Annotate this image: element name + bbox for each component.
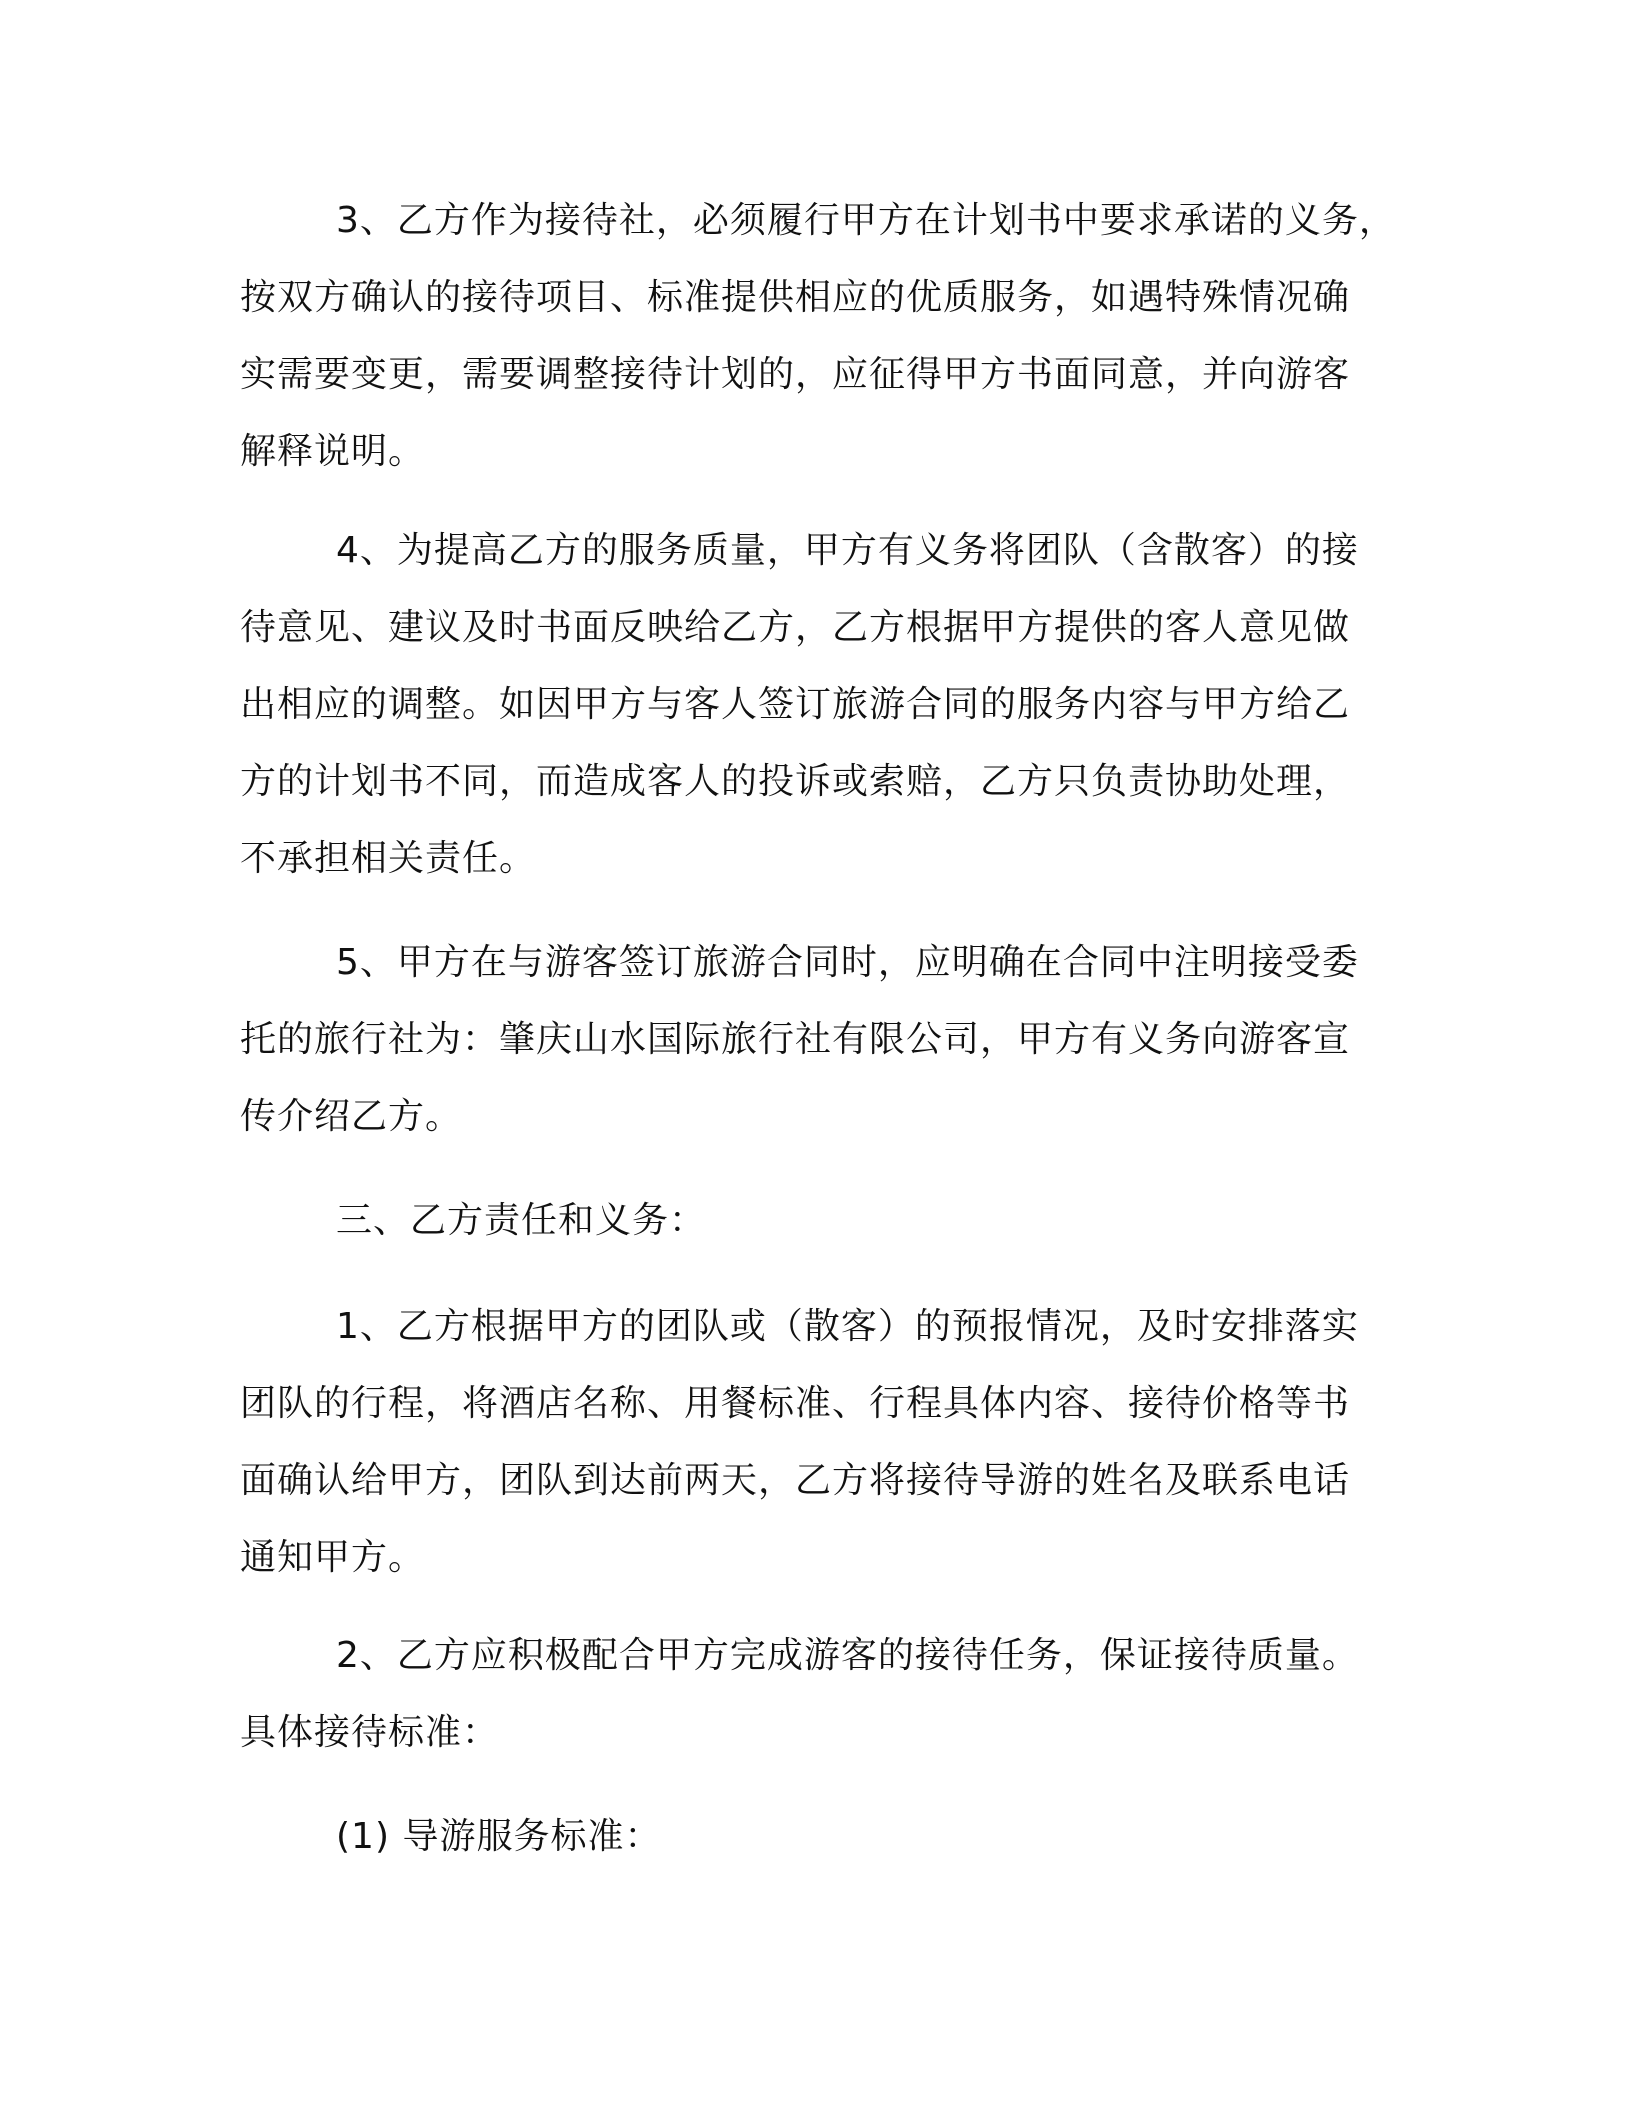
subheading [240, 1798, 1380, 1875]
paragraph-3-line-3: 传介绍乙方。 [240, 1096, 463, 1137]
paragraph-2-line-3: 出相应的调整。如因甲方与客人签订旅游合同的服务内容与甲方给乙 [240, 684, 1351, 725]
paragraph-2-line-2: 待意见、建议及时书面反映给乙方，乙方根据甲方提供的客人意见做 [240, 607, 1351, 648]
paragraph-5-line-3: 面确认给甲方，团队到达前两天，乙方将接待导游的姓名及联系电话 [240, 1460, 1351, 1501]
subheading-text: (1) 导游服务标准： [336, 1816, 662, 1857]
paragraph-1-line-4: 解释说明。 [240, 431, 426, 472]
paragraph-5 [240, 1288, 1380, 1596]
paragraph-1-line-1: 3、乙方作为接待社，必须履行甲方在计划书中要求承诺的义务， [336, 200, 1396, 241]
paragraph-6-line-2: 具体接待标准： [240, 1712, 500, 1753]
paragraph-5-line-4: 通知甲方。 [240, 1537, 426, 1578]
paragraph-3-line-2: 托的旅行社为：肇庆山水国际旅行社有限公司，甲方有义务向游客宣 [240, 1019, 1351, 1060]
paragraph-2-line-1: 4、为提高乙方的服务质量，甲方有义务将团队（含散客）的接 [336, 530, 1359, 571]
paragraph-1-line-2: 按双方确认的接待项目、标准提供相应的优质服务，如遇特殊情况确 [240, 277, 1351, 318]
paragraph-5-line-1: 1、乙方根据甲方的团队或（散客）的预报情况，及时安排落实 [336, 1306, 1359, 1347]
paragraph-2-line-5: 不承担相关责任。 [240, 838, 537, 879]
paragraph-3 [240, 924, 1380, 1155]
paragraph-1-line-3: 实需要变更，需要调整接待计划的，应征得甲方书面同意，并向游客 [240, 354, 1351, 395]
section-heading [240, 1182, 1380, 1259]
paragraph-2-line-4: 方的计划书不同，而造成客人的投诉或索赔，乙方只负责协助处理， [240, 761, 1351, 802]
paragraph-2 [240, 512, 1380, 897]
paragraph-3-line-1: 5、甲方在与游客签订旅游合同时，应明确在合同中注明接受委 [336, 942, 1359, 983]
paragraph-1 [240, 182, 1396, 490]
section-heading-text: 三、乙方责任和义务： [336, 1200, 707, 1241]
paragraph-5-line-2: 团队的行程，将酒店名称、用餐标准、行程具体内容、接待价格等书 [240, 1383, 1351, 1424]
paragraph-6 [240, 1617, 1380, 1771]
paragraph-6-line-1: 2、乙方应积极配合甲方完成游客的接待任务，保证接待质量。 [336, 1635, 1359, 1676]
